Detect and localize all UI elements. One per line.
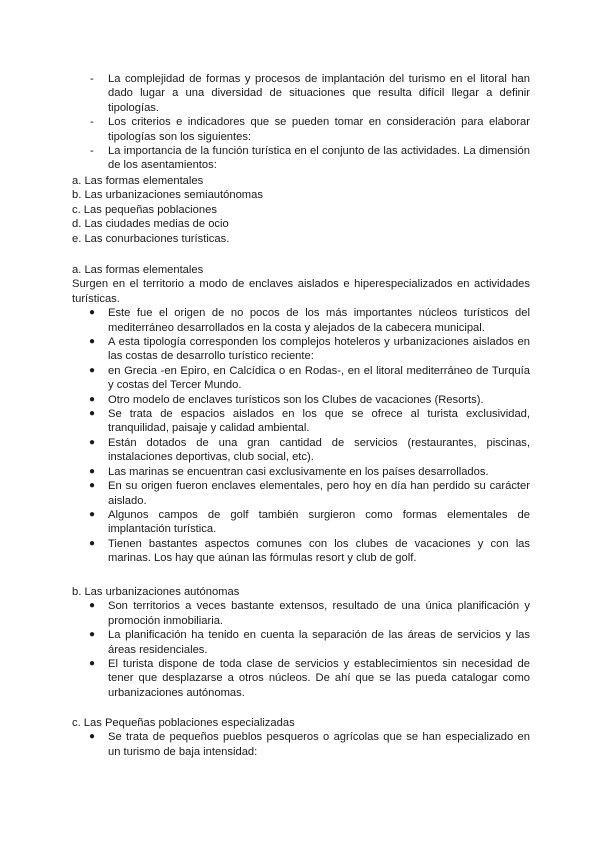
bullet-text: Las marinas se encuentran casi exclusivamente en los países desarrollados. xyxy=(108,465,489,478)
dash-marker: - xyxy=(90,116,94,129)
section-intro: Surgen en el territorio a modo de enclaves aislados e hiperespecializados en actividades turísticas. xyxy=(72,278,530,305)
typology-list xyxy=(72,174,542,246)
bullet-item xyxy=(72,436,530,465)
bullet-marker: ● xyxy=(89,436,96,448)
bullet-item xyxy=(72,407,530,436)
section-title: c. Las Pequeñas poblaciones especializadas xyxy=(72,717,295,729)
bullet-item xyxy=(72,335,530,364)
dash-item-text: La complejidad de formas y procesos de implantación del turismo en el litoral han dado lugar a una diversidad de situaciones que resulta difícil llegar a definir tipologías. xyxy=(108,73,530,114)
bullet-marker: ● xyxy=(89,731,96,743)
bullet-marker: ● xyxy=(89,465,96,477)
dash-item xyxy=(90,115,530,144)
bullet-text: El turista dispone de toda clase de servicios y establecimientos sin necesidad de tener que desplazarse a otros núcleos. De ahí que se las pueda catalogar como urbanizaciones autónomas. xyxy=(108,658,530,699)
bullet-marker: ● xyxy=(89,480,96,492)
typology-item: d. Las ciudades medias de ocio xyxy=(72,218,229,231)
bullet-text: Algunos campos de golf también surgieron como formas elementales de implantación turística. xyxy=(108,508,530,536)
bullet-marker: ● xyxy=(89,629,96,641)
bullet-text: Son territorios a veces bastante extensos, resultado de una única planificación y promoción inmobiliaria. xyxy=(108,600,530,627)
bullet-marker: ● xyxy=(89,537,96,549)
bullet-list xyxy=(72,599,530,700)
dash-item-text: Los criterios e indicadores que se pueden tomar en consideración para elaborar tipologías son los siguientes: xyxy=(108,116,530,143)
bullet-item xyxy=(72,628,530,657)
bullet-item xyxy=(72,393,530,407)
bullet-item xyxy=(72,465,530,479)
typology-item: b. Las urbanizaciones semiautónomas xyxy=(72,189,263,202)
bullet-text: En su origen fueron enclaves elementales, pero hoy en día han perdido su carácter aislado. xyxy=(108,480,530,507)
bullet-marker: ● xyxy=(89,364,96,376)
bullet-text: Este fue el origen de no pocos de los más importantes núcleos turísticos del mediterráneo desarrollados en la costa y alejados de la cabecera municipal. xyxy=(108,307,530,334)
bullet-marker: ● xyxy=(89,307,96,319)
section-pequenas-poblaciones xyxy=(72,716,530,759)
section-urbanizaciones-autonomas xyxy=(72,585,530,700)
section-title: a. Las formas elementales xyxy=(72,264,204,276)
typology-item: a. Las formas elementales xyxy=(72,175,204,187)
bullet-item xyxy=(72,306,530,335)
bullet-list xyxy=(72,730,530,759)
typology-item: e. Las conurbaciones turísticas. xyxy=(72,232,230,245)
bullet-text: La planificación ha tenido en cuenta la separación de las áreas de servicios y las áreas residenciales. xyxy=(108,629,530,656)
bullet-text: Otro modelo de enclaves turísticos son los Clubes de vacaciones (Resorts). xyxy=(108,393,484,406)
bullet-text: Están dotados de una gran cantidad de servicios (restaurantes, piscinas, instalaciones deportivas, club social, etc). xyxy=(108,436,530,464)
bullet-marker: ● xyxy=(89,600,96,612)
bullet-text: Se trata de espacios aislados en los que se ofrece al turista exclusividad, tranquilidad, paisaje y calidad ambiental. xyxy=(108,408,530,435)
section-title: b. Las urbanizaciones autónomas xyxy=(72,586,240,598)
dash-item xyxy=(90,144,530,173)
section-formas-elementales xyxy=(72,263,530,566)
bullet-item xyxy=(72,730,530,759)
bullet-item xyxy=(72,479,530,508)
bullet-marker: ● xyxy=(89,393,96,405)
bullet-item xyxy=(72,537,530,566)
bullet-marker: ● xyxy=(89,408,96,420)
bullet-list xyxy=(72,306,530,565)
bullet-text: Tienen bastantes aspectos comunes con los clubes de vacaciones y con las marinas. Los hay que aúnan las fórmulas resort y club de golf. xyxy=(108,537,530,565)
dash-item xyxy=(90,72,530,115)
criteria-dash-list xyxy=(90,72,530,173)
bullet-marker: ● xyxy=(89,508,96,520)
bullet-marker: ● xyxy=(89,336,96,348)
bullet-item xyxy=(72,364,530,393)
bullet-item xyxy=(72,657,530,700)
bullet-text: Se trata de pequeños pueblos pesqueros o agrícolas que se han especializado en un turismo de baja intensidad: xyxy=(108,731,530,758)
bullet-text: en Grecia -en Epiro, en Calcídica o en Rodas-, en el litoral mediterráneo de Turquía y costas del Tercer Mundo. xyxy=(108,364,530,392)
typology-item: c. Las pequeñas poblaciones xyxy=(72,203,217,216)
bullet-text: A esta tipología corresponden los complejos hoteleros y urbanizaciones aislados en las costas de desarrollo turístico reciente: xyxy=(108,336,530,363)
bullet-item xyxy=(72,508,530,537)
dash-item-text: La importancia de la función turística en el conjunto de las actividades. La dimensión de los asentamientos: xyxy=(108,145,530,172)
bullet-marker: ● xyxy=(89,658,96,670)
dash-marker: - xyxy=(90,145,94,158)
dash-marker: - xyxy=(90,73,94,85)
bullet-item xyxy=(72,599,530,628)
